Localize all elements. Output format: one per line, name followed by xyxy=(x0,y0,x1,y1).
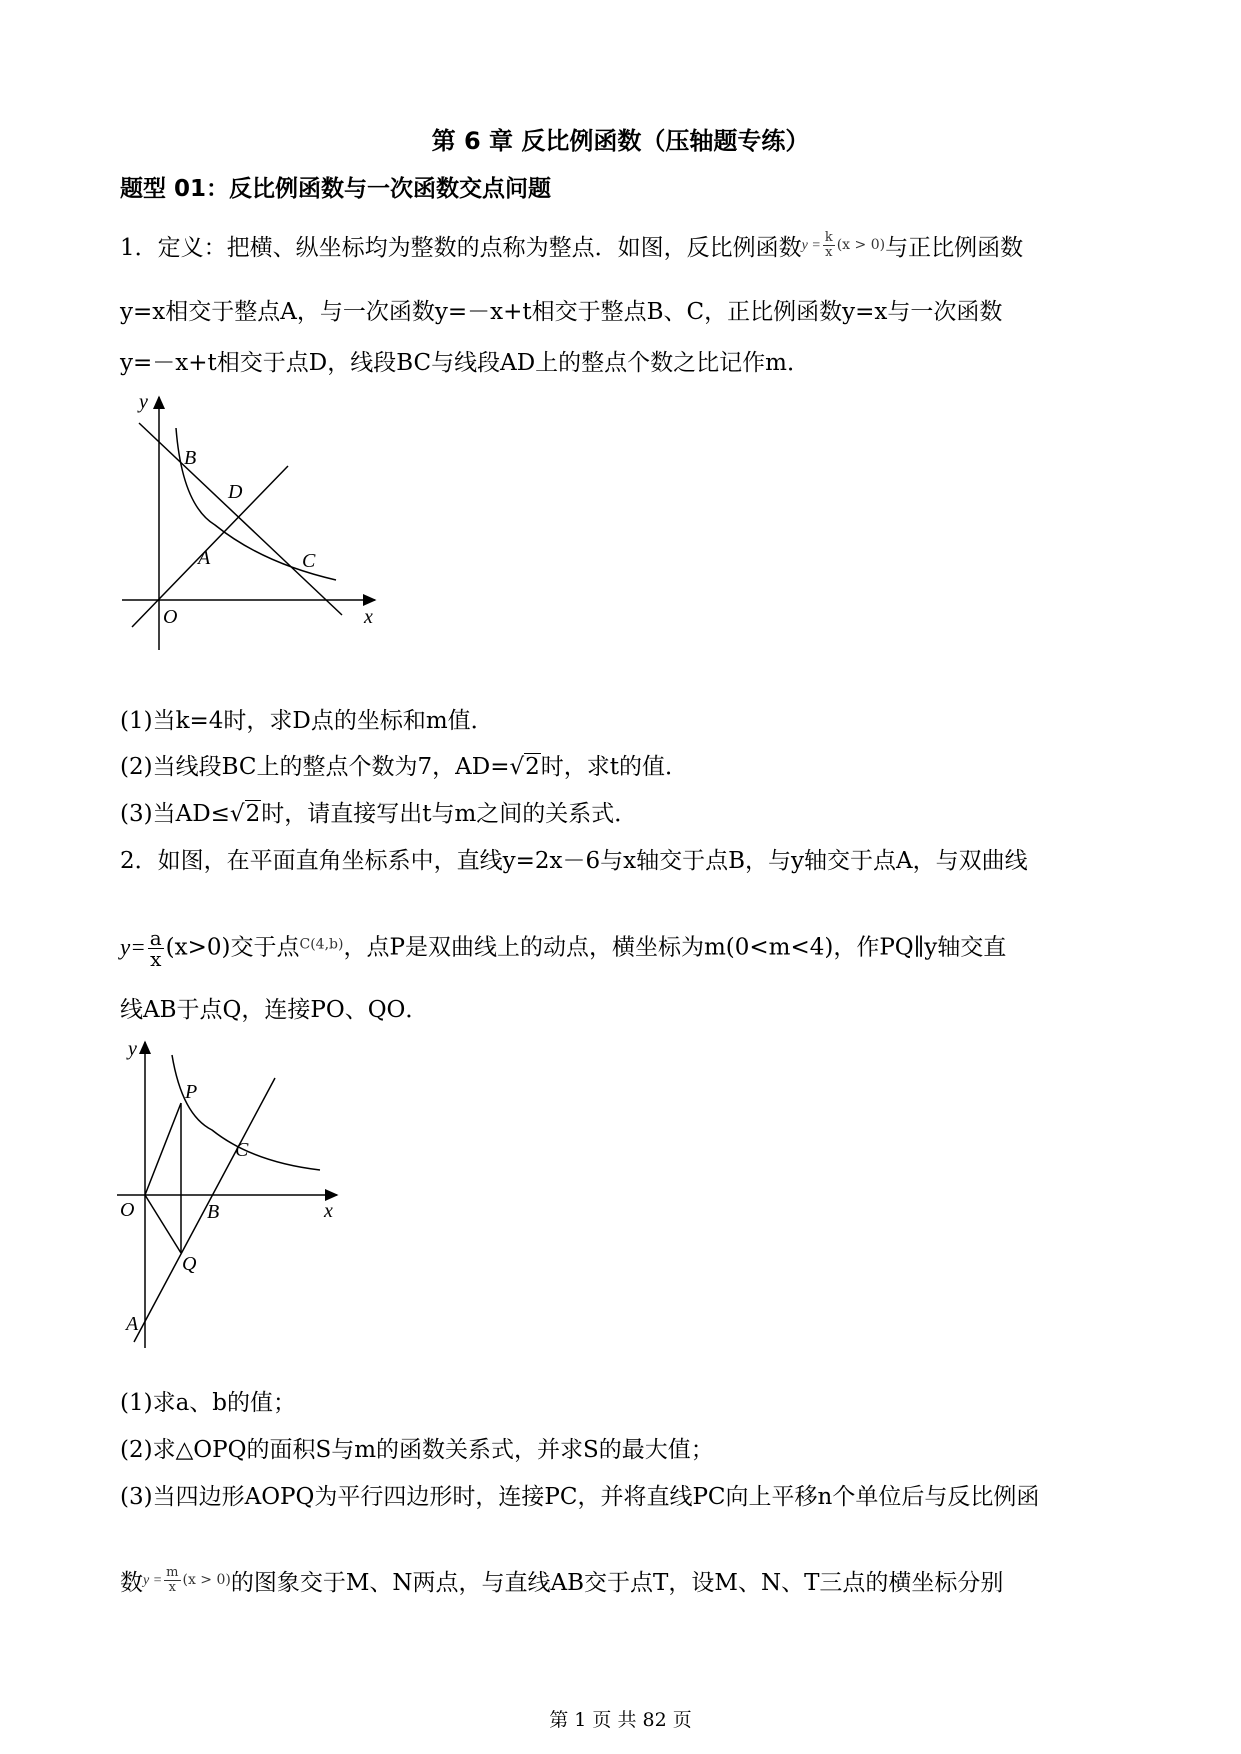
p2-segment-PO xyxy=(145,1103,181,1195)
problem2-line1: 2．如图，在平面直角坐标系中，直线y=2x－6与x轴交于点B，与y轴交于点A，与双曲线 xyxy=(120,848,1028,874)
p2-label-O: O xyxy=(120,1199,135,1221)
p2-label-y: y xyxy=(128,1038,137,1060)
p1-label-y: y xyxy=(139,391,148,413)
p2-label-x: x xyxy=(324,1200,333,1222)
problem1-line3: y=－x+t相交于点D，线段BC与线段AD上的整点个数之比记作m． xyxy=(120,350,810,376)
problem1-question2: (2)当线段BC上的整点个数为7，AD=√2时，求t的值． xyxy=(120,754,689,780)
problem2-question2: (2)求△OPQ的面积S与m的函数关系式，并求S的最大值； xyxy=(120,1437,714,1463)
problem2-question3-line2: 数$^{y = \frac{m}{x} (x > 0)}$的图象交于M、N两点，与直线AB交于点T，设M、N、T三点的横坐标分别 xyxy=(120,1564,1004,1596)
p1-line-y-eq-neg-x-plus-t xyxy=(139,423,342,615)
section-heading: 题型 01：反比例函数与一次函数交点问题 xyxy=(120,176,552,202)
p1-label-D: D xyxy=(228,481,243,503)
sqrt-2: √2 xyxy=(509,754,540,780)
p2-label-P: P xyxy=(185,1081,198,1103)
problem2-inline-function: y = m x (x > 0) xyxy=(143,1564,231,1595)
p2-label-B: B xyxy=(207,1201,220,1223)
problem1-line2: y=x相交于整点A，与一次函数y=－x+t相交于整点B、C，正比例函数y=x与一次函数 xyxy=(120,299,1003,325)
sqrt-2: √2 xyxy=(229,801,261,827)
p1-label-B: B xyxy=(184,447,197,469)
problem2-line3: 线AB于点Q，连接PO、QO． xyxy=(120,997,429,1023)
p2-segment-QO xyxy=(145,1195,181,1253)
p1-label-C: C xyxy=(302,550,316,572)
problem1-line1-prefix: 1．定义：把横、纵坐标均为整数的点称为整点．如图，反比例函数 xyxy=(120,235,802,261)
problem2-question1: (1)求a、b的值； xyxy=(120,1390,297,1416)
problem1-line1 xyxy=(120,230,1023,263)
p1-label-O: O xyxy=(163,606,178,628)
problem2-line2: y= $\frac{a}{x}$ (x>0)交于点$^{C(4,b)}$，点P是双曲线上的动点，横坐标为m(0<m<4)，作PQ∥y轴交直 xyxy=(120,926,1007,971)
p1-label-x: x xyxy=(364,606,373,628)
problem1-question1: (1)当k=4时，求D点的坐标和m值． xyxy=(120,708,494,734)
problem1-question3: (3)当AD≤√2时，请直接写出t与m之间的关系式． xyxy=(120,801,638,827)
page-title: 第 6 章 反比例函数（压轴题专练） xyxy=(431,127,810,155)
p2-label-A: A xyxy=(126,1313,139,1335)
problem1-figure xyxy=(112,385,392,655)
problem1-inline-function: y = k x (x > 0) xyxy=(801,229,886,260)
p2-label-Q: Q xyxy=(182,1253,197,1275)
page-footer: 第 1 页 共 82 页 xyxy=(549,1709,692,1731)
p1-label-A: A xyxy=(198,547,211,569)
p2-label-C: C xyxy=(235,1139,249,1161)
problem2-figure xyxy=(112,1030,352,1350)
problem2-question3: (3)当四边形AOPQ为平行四边形时，连接PC，并将直线PC向上平移n个单位后与反比例函 xyxy=(120,1484,1040,1510)
problem1-line1-suffix: 与正比例函数 xyxy=(885,235,1024,261)
